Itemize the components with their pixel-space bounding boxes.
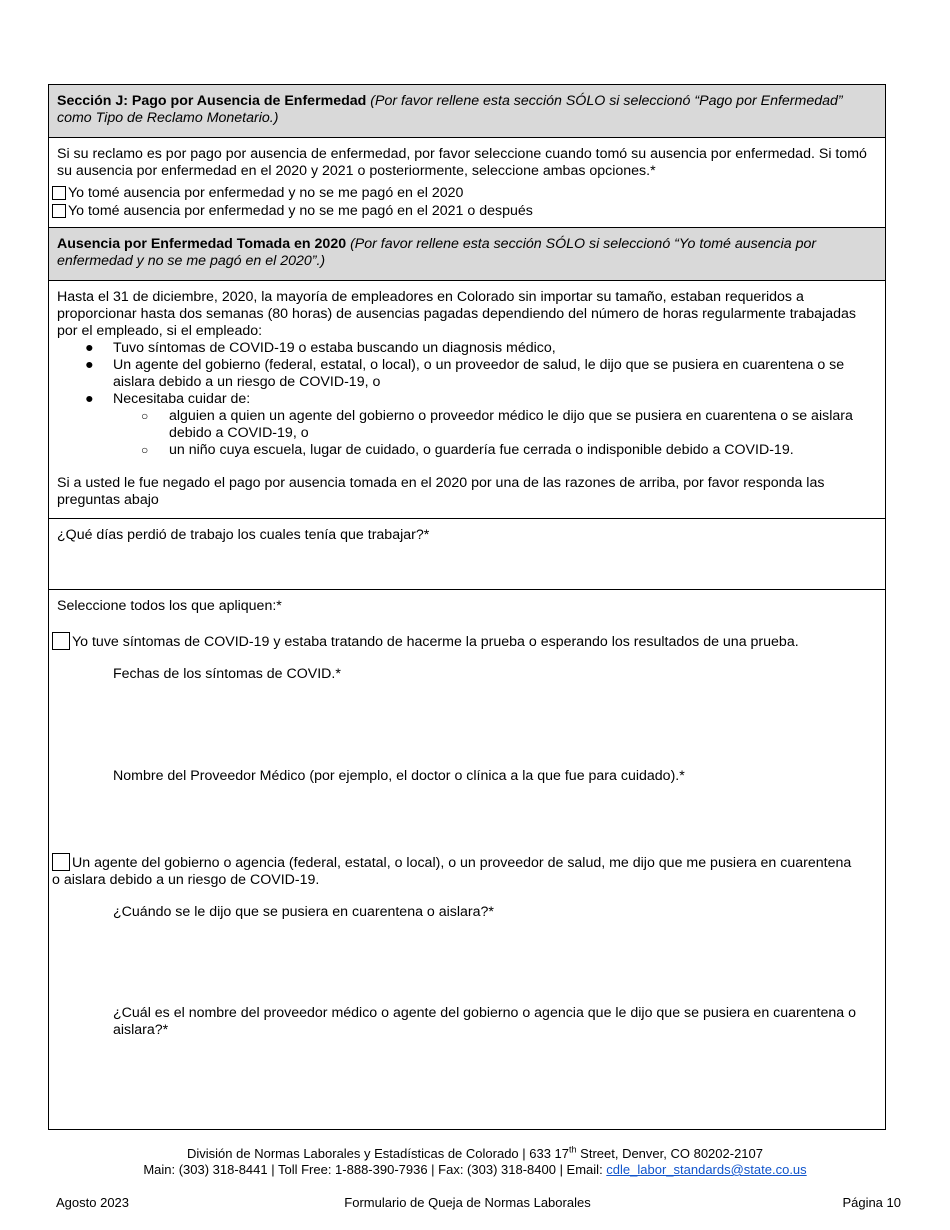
option-2020-checkbox[interactable] [52,186,66,200]
circle-bullet-icon: ○ [141,409,149,423]
select-all-label: Seleccione todos los que apliquen:* [57,598,282,614]
leave-2020-title: Ausencia por Enfermedad Tomada en 2020 [57,236,347,252]
days-missed-label: ¿Qué días perdió de trabajo los cuales tenía que trabajar?* [57,527,430,543]
symptoms-option-line [52,632,799,651]
leave-2020-closing: Si a usted le fue negado el pago por ausencia tomada en el 2020 por una de las razones de arriba, por favor responda las preguntas abajo [57,475,825,508]
bullet-icon: ● [85,340,94,356]
list-item: ● Tuvo síntomas de COVID-19 o estaba buscando un diagnosis médico, [85,340,556,356]
symptoms-checkbox[interactable] [52,632,70,650]
option-2021-checkbox[interactable] [52,204,66,218]
symptom-dates-label[interactable]: Fechas de los síntomas de COVID.* [113,666,341,682]
footer-page-number: Página 10 [842,1195,901,1210]
list-item: ● Necesitaba cuidar de: [85,391,251,407]
quarantine-when-label[interactable]: ¿Cuándo se le dijo que se pusiera en cuarentena o aislara?* [113,904,494,920]
section-j-header [49,85,885,137]
quarantine-checkbox[interactable] [52,853,70,871]
footer-contact: Main: (303) 318-8441 | Toll Free: 1-888-390-7936 | Fax: (303) 318-8400 | Email: cdle_labor_standards@state.co.us [143,1162,807,1177]
email-link[interactable]: cdle_labor_standards@state.co.us [606,1162,807,1177]
section-j-question: Si su reclamo es por pago por ausencia de enfermedad, por favor seleccione cuando tomó su ausencia por enfermedad. Si tomó su ausencia por enfermedad en el 2020 y 2021 o posteriormente, seleccione ambas opciones.* [57,146,867,179]
days-missed-row[interactable] [49,518,885,589]
quarantine-label: Un agente del gobierno o agencia (federal, estatal, o local), o un proveedor de salud, me dijo que me pusiera en cuarentena o aislara debido a un riesgo de COVID-19. [52,855,852,888]
quarantine-who-label[interactable]: ¿Cuál es el nombre del proveedor médico o agente del gobierno o agencia que le dijo que se pusiera en cuarentena o aislara?* [113,1005,856,1038]
leave-2020-note: (Por favor rellene esta sección SÓLO si seleccionó “Yo tomé ausencia por enfermedad y no se me pagó en el 2020”.) [57,236,817,269]
sub-list-item: ○ un niño cuya escuela, lugar de cuidado, o guardería fue cerrada o indisponible debido a COVID-19. [141,442,794,458]
provider-name-label[interactable]: Nombre del Proveedor Médico (por ejemplo, el doctor o clínica a la que fue para cuidado).* [113,768,685,784]
footer-date: Agosto 2023 [56,1195,130,1210]
form-table [48,84,886,1130]
footer-form-name: Formulario de Queja de Normas Laborales [344,1195,591,1210]
option-2021-line [52,203,533,220]
section-j-note: (Por favor rellene esta sección SÓLO si seleccionó “Pago por Enfermedad” como Tipo de Reclamo Monetario.) [57,93,843,126]
quarantine-option-line [52,853,852,889]
section-j-question-row [49,137,885,227]
option-2020-label: Yo tomé ausencia por enfermedad y no se me pagó en el 2020 [68,185,464,201]
symptoms-label: Yo tuve síntomas de COVID-19 y estaba tratando de hacerme la prueba o esperando los resultados de una prueba. [72,634,799,650]
sub-list-item: ○ alguien a quien un agente del gobierno o proveedor médico le dijo que se pusiera en cuarentena o se aislara debido a COVID-19, o [141,408,853,441]
option-2021-label: Yo tomé ausencia por enfermedad y no se me pagó en el 2021 o después [68,203,533,219]
leave-2020-intro: Hasta el 31 de diciembre, 2020, la mayoría de empleadores en Colorado sin importar su tamaño, estaban requeridos a proporcionar hasta dos semanas (80 horas) de ausencias pagadas dependiendo del número de horas regularmente trabajadas por el empleado, si el empleado: [57,289,856,339]
option-2020-line [52,185,463,202]
bullet-icon: ● [85,391,94,407]
bullet-icon: ● [85,357,94,373]
leave-2020-header [49,227,885,280]
section-j-title: Sección J: Pago por Ausencia de Enfermedad [57,93,367,109]
leave-2020-info [49,280,885,518]
circle-bullet-icon: ○ [141,443,149,457]
select-all-row [49,589,885,1131]
footer-address: División de Normas Laborales y Estadísticas de Colorado | 633 17th Street, Denver, CO 80202-2107 [187,1144,763,1161]
list-item: ● Un agente del gobierno (federal, estatal, o local), o un proveedor de salud, le dijo que se pusiera en cuarentena o se aislara debido a un riesgo de COVID-19, o [85,357,845,390]
